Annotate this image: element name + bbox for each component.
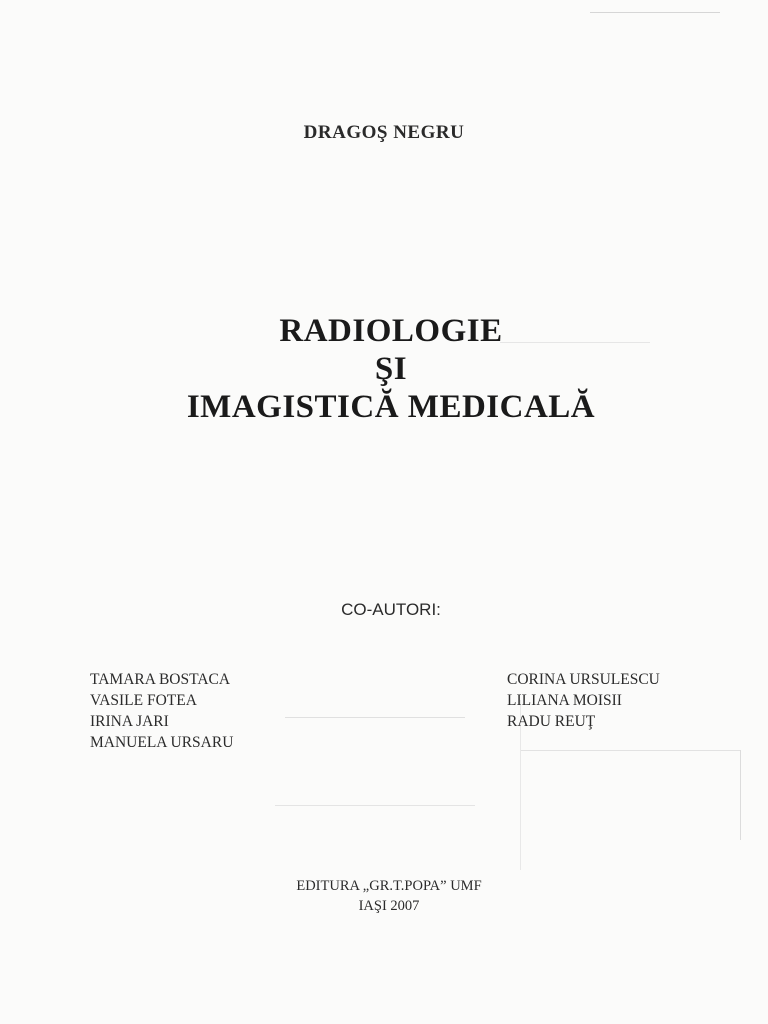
coauthor-name: IRINA JARI xyxy=(90,713,169,730)
coauthor-name: TAMARA BOSTACA xyxy=(90,671,231,688)
scan-artifact xyxy=(285,717,465,718)
title-line: ŞI xyxy=(374,351,408,387)
coauthor-name: CORINA URSULESCU xyxy=(507,671,660,688)
book-title xyxy=(0,312,768,426)
title-line: RADIOLOGIE xyxy=(279,313,503,349)
book-author: DRAGOŞ NEGRU xyxy=(303,122,465,143)
title-line: IMAGISTICĂ MEDICALĂ xyxy=(186,389,596,425)
publisher-name: EDITURA „GR.T.POPA” UMF xyxy=(296,878,482,894)
publisher-place-year: IAŞI 2007 xyxy=(358,898,420,914)
coauthors-left-list xyxy=(90,669,233,753)
coauthor-name: MANUELA URSARU xyxy=(90,734,234,751)
scan-artifact xyxy=(740,750,741,840)
scan-artifact xyxy=(590,12,720,13)
coauthors-right-list xyxy=(507,669,660,732)
coauthors-heading: CO-AUTORI: xyxy=(341,600,441,619)
scan-artifact xyxy=(275,805,475,806)
coauthor-name: LILIANA MOISII xyxy=(507,692,622,709)
coauthor-name: VASILE FOTEA xyxy=(90,692,197,709)
scan-artifact xyxy=(520,750,740,751)
publisher-block xyxy=(0,876,768,916)
coauthor-name: RADU REUŢ xyxy=(507,713,596,730)
